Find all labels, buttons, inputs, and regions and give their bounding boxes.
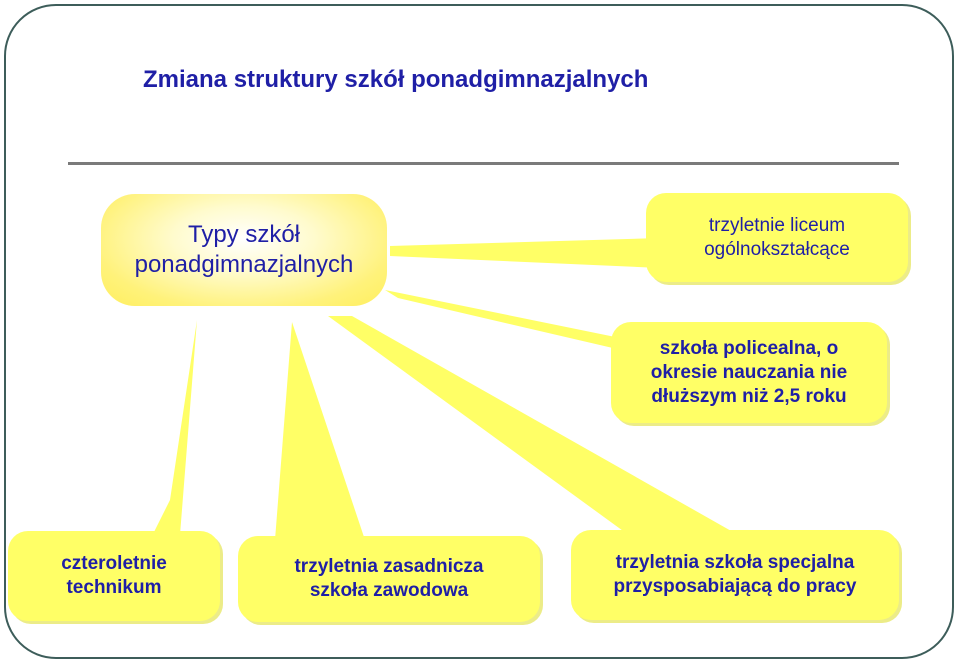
connector-liceum [390,238,660,268]
root-label-line1: Typy szkół [187,221,301,248]
connector-technikum [140,320,197,560]
school-type-liceum [646,193,908,282]
connector-policealna [385,290,630,352]
school-type-specjalna [571,530,899,620]
school-type-label: ogólnokształcące [704,238,850,260]
school-type-technikum [8,531,220,621]
root-node [101,194,387,306]
school-type-zasadnicza [238,536,540,622]
school-type-label: trzyletnia zasadnicza [294,556,484,577]
root-label-line2: ponadgimnazjalnych [134,251,354,278]
school-type-label: szkoła policealna, o [659,337,839,359]
school-type-label: szkoła zawodowa [309,580,469,601]
school-type-label: okresie nauczania nie [650,361,848,383]
school-type-policealna [611,322,887,423]
connector-zasadnicza [275,322,365,540]
school-type-label: trzyletnia szkoła specjalna [615,552,855,573]
school-type-label: trzyletnie liceum [708,214,846,236]
slide-title: Zmiana struktury szkół ponadgimnazjalnych [143,66,649,93]
school-type-label: przysposabiającą do pracy [613,576,857,597]
school-type-label: czteroletnie [61,553,167,574]
school-type-label: dłuższym niż 2,5 roku [651,385,847,407]
school-type-label: technikum [66,577,162,598]
